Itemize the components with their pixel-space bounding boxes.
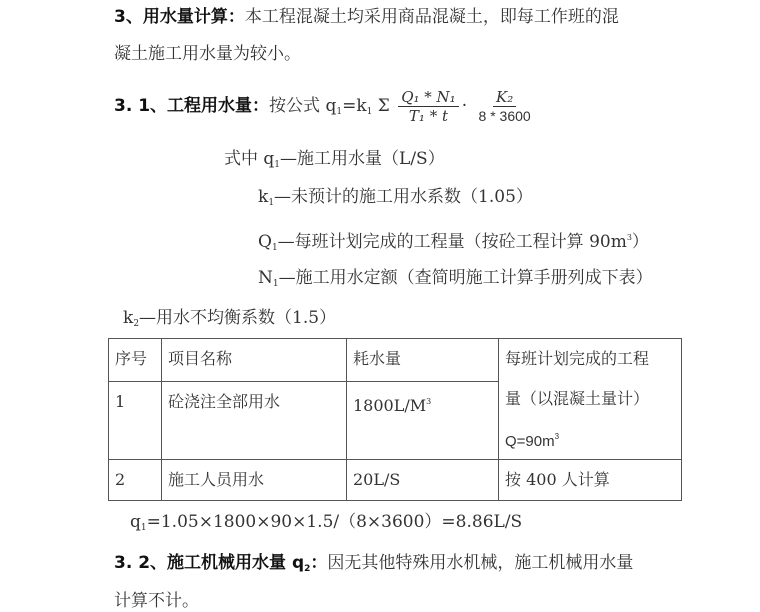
fraction-1-denominator: T₁ * t [408, 107, 448, 125]
formula-prefix: 按公式 q [269, 96, 337, 116]
header-cell-no: 序号 [109, 339, 162, 382]
row-1-no: 1 [109, 382, 162, 460]
definition-N1 [258, 267, 653, 295]
result-symbol: q [130, 512, 141, 532]
definition-Q1 [258, 227, 649, 259]
row-2-note: 按 400 人计算 [499, 460, 682, 501]
definition-symbol: 式中 q [224, 149, 275, 169]
planned-volume-value: Q=90m [505, 433, 555, 450]
row-1-consumption-value: 1800L/M [353, 396, 427, 415]
formula-sigma: Σ [372, 96, 390, 116]
header-cell-planned-volume [499, 339, 682, 460]
definition-subscript: 2 [133, 319, 140, 329]
section-3-2-heading-subscript: 2 [304, 564, 311, 574]
water-usage-table [108, 338, 682, 501]
definition-subscript: 1 [271, 243, 278, 253]
formula-k-subscript: 1 [366, 107, 373, 117]
section-3-2-paragraph [114, 552, 633, 580]
section-3-2-heading-colon: ： [310, 553, 328, 573]
section-3-2-heading [114, 553, 327, 573]
fraction-1-numerator: Q₁ * N₁ [398, 88, 459, 107]
table-row [109, 460, 682, 501]
definition-text: —每班计划完成的工程量（按砼工程计算 90m [277, 232, 627, 252]
definition-text: —用水不均衡系数（1.5） [139, 308, 337, 328]
definition-symbol: N [258, 268, 273, 288]
section-3-heading: 3、用水量计算： [114, 7, 245, 27]
section-3-1-paragraph [114, 88, 537, 130]
definition-subscript: 1 [272, 279, 279, 289]
definition-q1 [224, 148, 445, 176]
section-3-2-heading-text: 3. 2、施工机械用水量 q [114, 553, 305, 573]
definition-subscript: 1 [268, 198, 275, 208]
fraction-2-denominator: 8 * 3600 [478, 108, 531, 124]
section-3-2-text-line1: 因无其他特殊用水机械，施工机械用水量 [327, 553, 634, 573]
definition-k2 [123, 307, 336, 335]
row-2-consumption: 20L/S [347, 460, 499, 501]
row-1-name: 砼浇注全部用水 [162, 382, 347, 460]
definition-superscript: 3 [626, 233, 632, 242]
formula-dot: · [461, 96, 468, 116]
formula-eq: =k [342, 96, 367, 116]
formula-q-subscript: 1 [336, 107, 343, 117]
definition-subscript: 1 [274, 160, 281, 170]
definition-symbol: k [123, 308, 134, 328]
result-subscript: 1 [140, 523, 147, 533]
row-1-consumption [347, 382, 499, 460]
formula-fraction-2 [476, 88, 534, 125]
fraction-2-numerator: K₂ [493, 88, 516, 107]
definition-tail: ） [631, 232, 649, 252]
planned-volume-superscript: 3 [554, 432, 560, 441]
definition-text: —施工用水定额（查简明施工计算手册列成下表） [278, 268, 653, 288]
planned-volume-line3 [505, 427, 675, 452]
section-3-2-text-line2: 计算不计。 [114, 591, 199, 611]
result-equation [130, 511, 522, 539]
header-cell-consumption: 耗水量 [347, 339, 499, 382]
row-1-consumption-superscript: 3 [426, 397, 432, 406]
row-2-name: 施工人员用水 [162, 460, 347, 501]
header-cell-name: 项目名称 [162, 339, 347, 382]
formula-fraction-1 [398, 88, 459, 125]
row-2-no: 2 [109, 460, 162, 501]
definition-text: —未预计的施工用水系数（1.05） [274, 187, 533, 207]
planned-volume-line2: 量（以混凝土量计） [505, 389, 650, 408]
result-text: =1.05×1800×90×1.5/（8×3600）=8.86L/S [146, 512, 523, 532]
section-3-paragraph [114, 6, 619, 28]
definition-symbol: k [258, 187, 269, 207]
section-3-text-line2: 凝土施工用水量为较小。 [114, 44, 301, 64]
definition-k1 [258, 186, 533, 214]
definition-symbol: Q [258, 232, 272, 252]
planned-volume-line1: 每班计划完成的工程 [505, 349, 650, 368]
section-3-1-heading: 3. 1、工程用水量： [114, 96, 270, 116]
section-3-text-line1: 本工程混凝土均采用商品混凝土，即每工作班的混 [244, 7, 619, 27]
definition-text: —施工用水量（L/S） [280, 149, 445, 169]
table-header-row [109, 339, 682, 382]
